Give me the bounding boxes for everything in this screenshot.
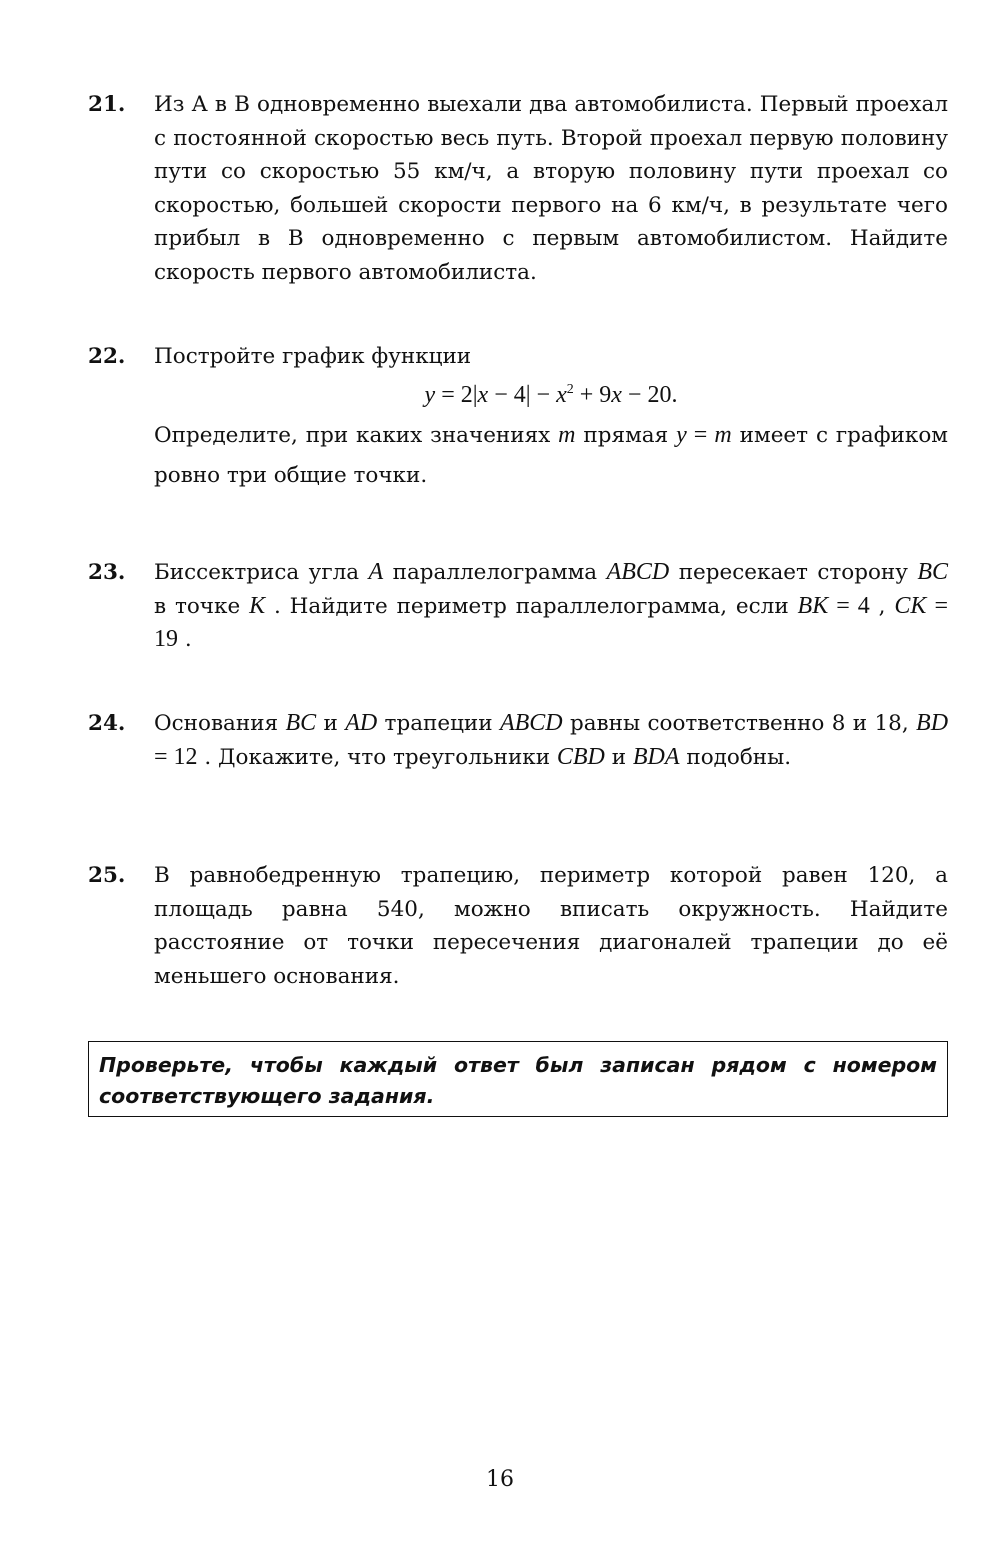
task-number: 22. bbox=[88, 344, 126, 369]
task-number: 24. bbox=[88, 711, 126, 736]
task-25 bbox=[88, 859, 948, 993]
task-number: 21. bbox=[88, 92, 126, 117]
task-intro: Постройте график функции bbox=[154, 344, 472, 369]
task-22 bbox=[88, 340, 948, 496]
task-text: Из А в В одновременно выехали два автомобилиста. Первый проехал с постоянной скоростью весь путь. Второй проехал первую половину пути со скоростью 55 км/ч, а вторую половину пути проехал со скоростью, большей скорости первого на 6 км/ч, в результате чего прибыл в В одновременно с первым автомобилистом. Найдите скорость первого автомобилиста. bbox=[154, 92, 948, 285]
task-text: Основания BC и AD трапеции ABCD равны соответственно 8 и 18, BD = 12 . Докажите, что треугольники CBD и BDA подобны. bbox=[154, 710, 949, 770]
function-formula: $y = 2|x - 4| - x^2 + 9x - 20$. bbox=[424, 381, 678, 408]
task-21 bbox=[88, 88, 948, 290]
answer-notice-box: Проверьте, чтобы каждый ответ был записан рядом с номером соответствующего задания. bbox=[88, 1041, 948, 1117]
page-number: 16 bbox=[486, 1467, 514, 1492]
task-number: 23. bbox=[88, 560, 126, 585]
task-text: В равнобедренную трапецию, периметр которой равен 120, а площадь равна 540, можно вписать окружность. Найдите расстояние от точки пересечения диагоналей трапеции до её меньшего основания. bbox=[154, 863, 948, 989]
task-text: Биссектриса угла A параллелограмма ABCD пересекает сторону BC в точке K . Найдите периметр параллелограмма, если BK = 4 , CK = 19 . bbox=[154, 559, 949, 653]
task-24 bbox=[88, 707, 948, 774]
task-23 bbox=[88, 556, 948, 657]
task-question: Определите, при каких значениях m прямая y = m имеет с графиком ровно три общие точки. bbox=[154, 422, 948, 489]
task-number: 25. bbox=[88, 863, 126, 888]
